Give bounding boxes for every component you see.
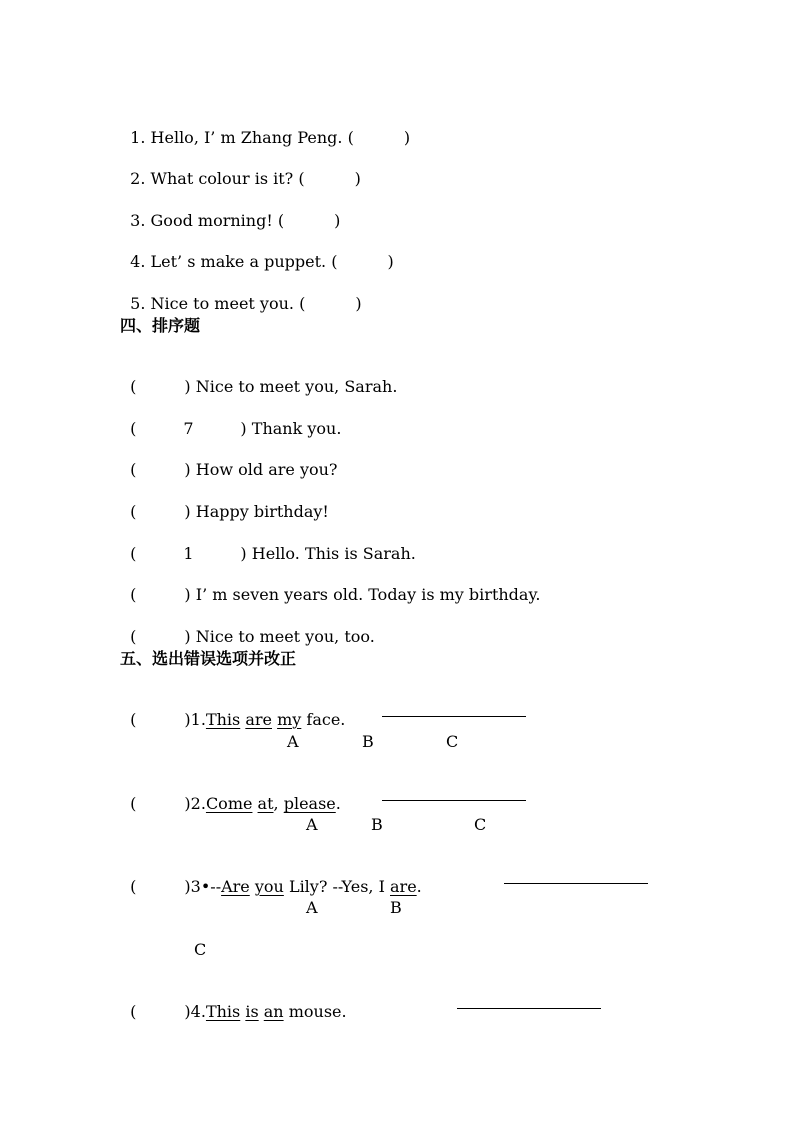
paren-open: ( [130,544,137,563]
order-answer[interactable]: 1 [183,544,194,563]
option-letter-b: B [390,898,402,917]
ordering-text: I’ m seven years old. Today is my birthday. [195,585,541,604]
paren-open: ( [130,710,137,729]
paren-open: ( [130,377,137,396]
paren-open: ( [130,877,137,896]
correction-blank[interactable] [457,996,601,1009]
sentence-rest: . [335,794,341,813]
correction-blank[interactable] [382,704,526,717]
option-letter-c: C [194,940,207,959]
paren-open: ( [130,794,137,813]
ordering-text: Happy birthday! [195,502,329,521]
paren-close: ) [334,211,341,230]
paren-open: ( [130,502,137,521]
paren-open: ( [130,627,137,646]
paren-open: ( [130,585,137,604]
paren-close: ) [184,627,191,646]
correction-blank[interactable] [382,788,526,801]
option-b-word: is [245,1002,259,1021]
question-number: )4. [184,1002,206,1021]
paren-close: ) [184,460,191,479]
option-letter-b: B [362,732,374,751]
paren-close: ) [184,502,191,521]
option-a-word: Are [221,877,250,896]
section-heading-error-correction: 五、选出错误选项并改正 [120,649,297,668]
option-b-word: at [257,794,274,813]
error-question-4 [120,982,347,1022]
error-question-2 [120,774,341,814]
sentence-rest: . [416,877,422,896]
sentence-middle: Lily? --Yes, I [288,877,385,896]
question-number: )3•-- [184,877,222,896]
ordering-item [120,482,329,522]
option-a-word: This [205,1002,241,1021]
ordering-text: Nice to meet you, too. [195,627,375,646]
option-c-word: an [263,1002,284,1021]
option-letter-b: B [371,815,383,834]
option-letter-c: C [446,732,459,751]
paren-open: ( [130,1002,137,1021]
ordering-text: Hello. This is Sarah. [251,544,416,563]
matching-text: 3. Good morning! ( [130,211,285,230]
option-a-word: This [205,710,241,729]
option-c-word: please [283,794,336,813]
ordering-item [120,524,416,564]
comma: , [273,794,279,813]
ordering-item [120,565,540,605]
option-letter-a: A [306,898,318,917]
matching-text: 2. What colour is it? ( [130,169,305,188]
option-b-word: are [245,710,272,729]
error-question-1 [120,690,345,730]
matching-text: 4. Let’ s make a puppet. ( [130,252,338,271]
matching-item-3 [120,191,340,231]
paren-close: ) [240,544,247,563]
option-letter-c: C [474,815,487,834]
paren-close: ) [184,585,191,604]
paren-open: ( [130,460,137,479]
question-number: )1. [184,710,206,729]
paren-close: ) [355,294,362,313]
ordering-text: How old are you? [195,460,338,479]
option-letter-a: A [287,732,299,751]
sentence-rest: face. [306,710,346,729]
ordering-item [120,357,397,397]
matching-item-4 [120,232,394,272]
matching-item-5 [120,274,362,314]
paren-close: ) [387,252,394,271]
paren-close: ) [354,169,361,188]
option-b-word: you [254,877,284,896]
section-heading-ordering: 四、排序题 [120,316,201,335]
paren-close: ) [403,128,411,147]
error-question-3 [120,857,422,897]
ordering-item [120,440,338,480]
option-a-word: Come [205,794,253,813]
matching-text: 1. Hello, I’ m Zhang Peng. ( [130,128,354,147]
correction-blank[interactable] [504,871,648,884]
ordering-text: Thank you. [251,419,342,438]
option-c-word: my [277,710,302,729]
sentence-rest: mouse. [288,1002,347,1021]
paren-open: ( [130,419,137,438]
option-letter-a: A [306,815,318,834]
option-c-word: are [390,877,417,896]
ordering-text: Nice to meet you, Sarah. [195,377,398,396]
question-number: )2. [184,794,206,813]
ordering-item [120,399,341,439]
paren-close: ) [184,377,191,396]
matching-item-2 [120,149,361,189]
ordering-item [120,607,375,647]
matching-text: 5. Nice to meet you. ( [130,294,306,313]
order-answer[interactable]: 7 [183,419,194,438]
matching-item-1 [120,108,410,148]
paren-close: ) [240,419,247,438]
